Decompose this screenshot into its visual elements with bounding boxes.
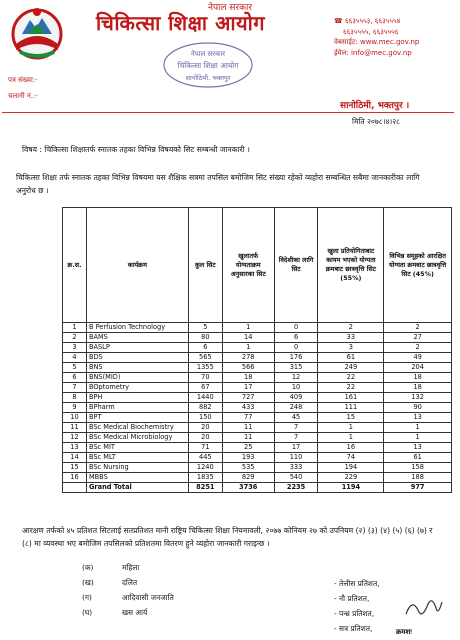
program-cell: BNS <box>86 363 188 373</box>
table-row <box>63 373 452 383</box>
value-cell: 5 <box>63 363 87 373</box>
value-cell: 727 <box>222 393 274 403</box>
table-row <box>63 353 452 363</box>
value-cell: 1194 <box>318 483 384 493</box>
value-cell: 7 <box>63 383 87 393</box>
program-cell: BDS <box>86 353 188 363</box>
program-cell: BOptometry <box>86 383 188 393</box>
value-cell: 0 <box>274 343 318 353</box>
col-header-reserved-scholarship: विभिन्न समूहको आरक्षित योग्यता क्रमबाट छात्रवृत्ति सिट (45%) <box>384 208 452 323</box>
value-cell: 14 <box>63 453 87 463</box>
signature-mark <box>402 594 446 622</box>
svg-text:नेपाल सरकार: नेपाल सरकार <box>190 50 226 58</box>
percentage-item: - सत्र प्रतिशत, <box>334 624 373 633</box>
value-cell: 2 <box>318 323 384 333</box>
value-cell: 13 <box>384 443 452 453</box>
dispatch-number-label: चलानी नं.:- <box>8 92 38 100</box>
value-cell: 3 <box>63 343 87 353</box>
phone-line-2: ६६३५५५५, ६६३५५५६ <box>343 27 399 36</box>
table-row <box>63 473 452 483</box>
svg-text:चिकित्सा शिक्षा आयोग: चिकित्सा शिक्षा आयोग <box>177 61 239 70</box>
reservation-list <box>82 560 174 620</box>
value-cell: 829 <box>222 473 274 483</box>
value-cell: 882 <box>188 403 222 413</box>
value-cell: 176 <box>274 353 318 363</box>
col-header-foreign: विदेशीका लागि सिट <box>274 208 318 323</box>
value-cell: 15 <box>318 413 384 423</box>
value-cell: 67 <box>188 383 222 393</box>
value-cell: 1 <box>222 323 274 333</box>
value-cell: 17 <box>274 443 318 453</box>
value-cell: 6 <box>274 333 318 343</box>
program-cell: B Perfusion Technology <box>86 323 188 333</box>
value-cell: 15 <box>63 463 87 473</box>
table-row <box>63 383 452 393</box>
table-row <box>63 403 452 413</box>
value-cell: 1835 <box>188 473 222 483</box>
value-cell: 158 <box>384 463 452 473</box>
program-cell: BSc Nursing <box>86 463 188 473</box>
table-row <box>63 343 452 353</box>
value-cell: 11 <box>222 423 274 433</box>
value-cell: 20 <box>188 433 222 443</box>
value-cell: 6 <box>63 373 87 383</box>
value-cell: 150 <box>188 413 222 423</box>
value-cell: 9 <box>63 403 87 413</box>
value-cell: 249 <box>318 363 384 373</box>
value-cell: 5 <box>188 323 222 333</box>
col-header-program: कार्यक्रम <box>86 208 188 323</box>
col-header-open-merit: खुलातर्फ योग्यताक्रम अनुसारका सिट <box>222 208 274 323</box>
value-cell: 27 <box>384 333 452 343</box>
value-cell: 535 <box>222 463 274 473</box>
table-row <box>63 453 452 463</box>
intro-paragraph: चिकित्सा शिक्षा तर्फ स्नातक तहका विभिन्न विषयमा यस शैक्षिक सत्रमा तपसिल बमोजिम सिट संख्या रहेको व्यहोरा सम्बन्धित सबैमा जानकारीका लागि अनुरोध छ । <box>16 173 420 195</box>
program-cell: BASLP <box>86 343 188 353</box>
table-row <box>63 433 452 443</box>
value-cell: 188 <box>384 473 452 483</box>
value-cell: 61 <box>318 353 384 363</box>
table-row <box>63 393 452 403</box>
value-cell: 16 <box>63 473 87 483</box>
office-address: सानोठिमी, भक्तपुर । <box>340 101 410 111</box>
program-cell: BPharm <box>86 403 188 413</box>
value-cell: 74 <box>318 453 384 463</box>
government-label: नेपाल सरकार <box>207 3 253 13</box>
value-cell: 433 <box>222 403 274 413</box>
value-cell <box>63 483 87 493</box>
table-row <box>63 463 452 473</box>
value-cell: 49 <box>384 353 452 363</box>
table-header-row <box>63 208 452 323</box>
value-cell: 11 <box>222 433 274 443</box>
percentage-item: - नौ प्रतिशत, <box>334 594 370 603</box>
value-cell: 3736 <box>222 483 274 493</box>
table-row <box>63 423 452 433</box>
continued-label: क्रमशः <box>396 628 412 636</box>
value-cell: 229 <box>318 473 384 483</box>
value-cell: 1 <box>222 343 274 353</box>
commission-title: चिकित्सा शिक्षा आयोग <box>96 11 266 35</box>
value-cell: 13 <box>63 443 87 453</box>
value-cell: 278 <box>222 353 274 363</box>
value-cell: 1 <box>384 433 452 443</box>
email-text[interactable]: ईमेल: info@mec.gov.np <box>334 48 412 57</box>
value-cell: 333 <box>274 463 318 473</box>
col-header-open-scholarship: खुला प्रतियोगिताबाट कायम भएको योग्यता क्रमबाट छात्रवृत्ति सिट (55%) <box>318 208 384 323</box>
program-cell: BAMS <box>86 333 188 343</box>
value-cell: 6 <box>188 343 222 353</box>
letter-date: मिति २०७८।४।२८ <box>352 117 401 126</box>
grand-total-row <box>63 483 452 493</box>
contact-info <box>334 16 419 58</box>
value-cell: 110 <box>274 453 318 463</box>
list-item: (ग) आदिवासी जनजाति <box>82 593 174 602</box>
value-cell: 25 <box>222 443 274 453</box>
office-stamp-seal <box>160 40 256 90</box>
program-cell: BNS(MID) <box>86 373 188 383</box>
value-cell: 10 <box>63 413 87 423</box>
value-cell: 315 <box>274 363 318 373</box>
svg-text:सानोठिमी, भक्तपुर: सानोठिमी, भक्तपुर <box>185 74 231 82</box>
seat-distribution-table <box>62 207 452 493</box>
program-cell: BPH <box>86 393 188 403</box>
value-cell: 45 <box>274 413 318 423</box>
value-cell: 2 <box>63 333 87 343</box>
program-cell: BSc Medical Microbiology <box>86 433 188 443</box>
header-divider <box>2 112 454 113</box>
value-cell: 1355 <box>188 363 222 373</box>
value-cell: 90 <box>384 403 452 413</box>
value-cell: 18 <box>384 373 452 383</box>
value-cell: 132 <box>384 393 452 403</box>
value-cell: 193 <box>222 453 274 463</box>
value-cell: 8 <box>63 393 87 403</box>
value-cell: 1 <box>63 323 87 333</box>
table-row <box>63 323 452 333</box>
letter-subject: विषय : चिकित्सा शिक्षातर्फ स्नातक तहका विभिन्न विषयको सिट सम्बन्धी जानकारी । <box>22 145 250 154</box>
value-cell: 12 <box>63 433 87 443</box>
table-row <box>63 443 452 453</box>
program-cell: BSc Medical Biochemistry <box>86 423 188 433</box>
value-cell: 10 <box>274 383 318 393</box>
value-cell: 1 <box>318 433 384 443</box>
value-cell: 22 <box>318 383 384 393</box>
value-cell: 2 <box>384 343 452 353</box>
value-cell: 18 <box>384 383 452 393</box>
table-row <box>63 413 452 423</box>
value-cell: 445 <box>188 453 222 463</box>
website-text[interactable]: वेबसाईट: www.mec.gov.np <box>334 38 420 46</box>
value-cell: 16 <box>318 443 384 453</box>
percentage-item: - पन्ध्र प्रतिशत, <box>334 609 375 618</box>
program-cell: BSc MIT <box>86 443 188 453</box>
value-cell: 17 <box>222 383 274 393</box>
phone-line-1: ☎ ६६३५५५३, ६६३५५५४ <box>334 17 401 25</box>
value-cell: 80 <box>188 333 222 343</box>
value-cell: 409 <box>274 393 318 403</box>
value-cell: 204 <box>384 363 452 373</box>
value-cell: 1 <box>318 423 384 433</box>
value-cell: 194 <box>318 463 384 473</box>
value-cell: 2 <box>384 323 452 333</box>
list-item: (घ) खस आर्य <box>82 608 148 617</box>
value-cell: 1 <box>384 423 452 433</box>
value-cell: 161 <box>318 393 384 403</box>
value-cell: 2235 <box>274 483 318 493</box>
value-cell: 71 <box>188 443 222 453</box>
value-cell: 0 <box>274 323 318 333</box>
value-cell: 61 <box>384 453 452 463</box>
reference-number-label: पत्र संख्या:- <box>8 76 38 84</box>
program-cell: BPT <box>86 413 188 423</box>
value-cell: 14 <box>222 333 274 343</box>
reservation-percentages <box>334 576 380 636</box>
table-row <box>63 363 452 373</box>
list-item: (क) महिला <box>82 563 140 572</box>
table-row <box>63 333 452 343</box>
value-cell: 1240 <box>188 463 222 473</box>
value-cell: 566 <box>222 363 274 373</box>
value-cell: 540 <box>274 473 318 483</box>
percentage-item: - तेत्तीस प्रतिशत, <box>334 579 380 588</box>
program-cell: Grand Total <box>86 483 188 493</box>
value-cell: 7 <box>274 423 318 433</box>
value-cell: 565 <box>188 353 222 363</box>
value-cell: 22 <box>318 373 384 383</box>
value-cell: 4 <box>63 353 87 363</box>
value-cell: 111 <box>318 403 384 413</box>
col-header-sn: क्र.स. <box>63 208 87 323</box>
value-cell: 977 <box>384 483 452 493</box>
value-cell: 70 <box>188 373 222 383</box>
col-header-total-seats: कुल सिट <box>188 208 222 323</box>
value-cell: 18 <box>222 373 274 383</box>
value-cell: 3 <box>318 343 384 353</box>
program-cell: MBBS <box>86 473 188 483</box>
value-cell: 13 <box>384 413 452 423</box>
list-item: (ख) दलित <box>82 578 138 587</box>
value-cell: 8251 <box>188 483 222 493</box>
value-cell: 248 <box>274 403 318 413</box>
value-cell: 12 <box>274 373 318 383</box>
value-cell: 77 <box>222 413 274 423</box>
program-cell: BSc MLT <box>86 453 188 463</box>
value-cell: 7 <box>274 433 318 443</box>
value-cell: 1440 <box>188 393 222 403</box>
value-cell: 11 <box>63 423 87 433</box>
value-cell: 33 <box>318 333 384 343</box>
reservation-paragraph: आरक्षण तर्फको ४५ प्रतिशत सिटलाई सतप्रतिशत मानी राष्ट्रिय चिकित्सा शिक्षा नियमावली, २०७७ कोनियम २७ को उपनियम (२) (३) (४) (५) (६) (७) र (८) मा व्यवस्था भए बमोजिम तपसिलको प्रतिशतमा वितरण हुने व्यहोरा जानकारी गराइन्छ । <box>22 526 433 548</box>
value-cell: 20 <box>188 423 222 433</box>
